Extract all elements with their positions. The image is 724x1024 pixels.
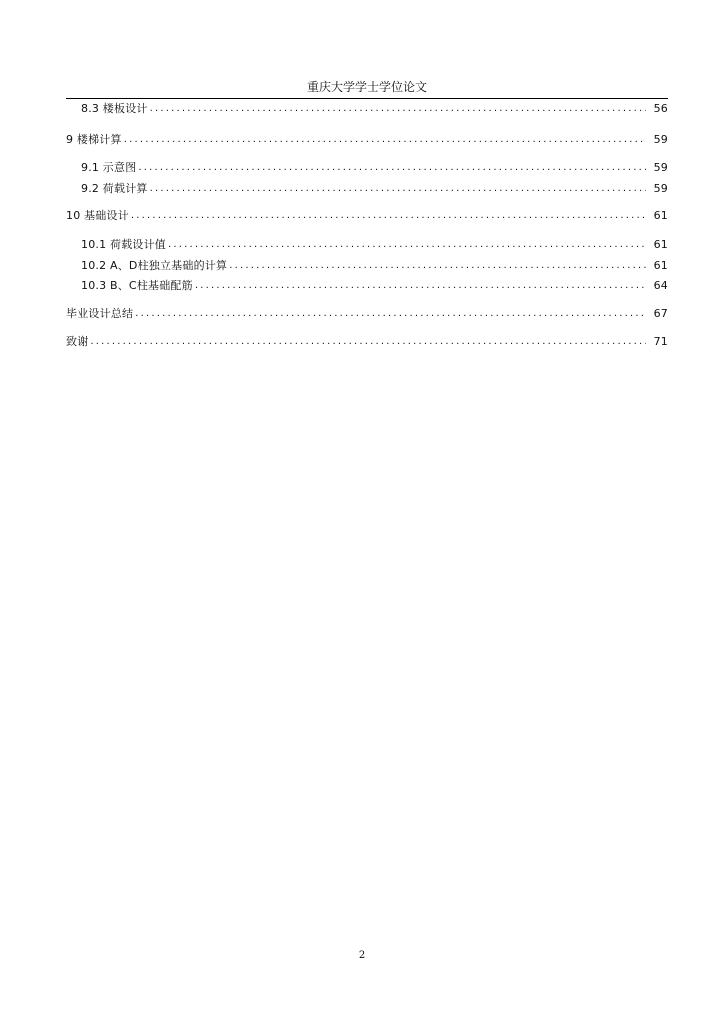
header-title: 重庆大学学士学位论文 <box>306 80 427 94</box>
toc-entry-title: 10 基础设计 <box>66 209 129 222</box>
toc-entry-title: 9.2 荷载计算 <box>81 182 148 195</box>
toc-entry-title: 9.1 示意图 <box>81 161 137 174</box>
toc-dot-leader <box>195 277 646 295</box>
toc-entry-9-1[interactable] <box>81 159 668 177</box>
toc-entry-8-3[interactable] <box>81 100 668 118</box>
toc-dot-leader <box>90 333 646 351</box>
toc-dot-leader <box>124 131 646 149</box>
toc-dot-leader <box>168 236 646 254</box>
toc-entry-10-3[interactable] <box>81 277 668 295</box>
toc-entry-page: 59 <box>653 161 668 174</box>
toc-entry-9-2[interactable] <box>81 180 668 198</box>
toc-entry-title: 毕业设计总结 <box>66 307 134 320</box>
toc-entry-acknowledgements[interactable] <box>66 333 668 351</box>
toc-entry-title: 10.1 荷载设计值 <box>81 238 166 251</box>
toc-entry-page: 71 <box>653 335 668 348</box>
toc-entry-9[interactable] <box>66 131 668 149</box>
toc-entry-page: 67 <box>653 307 668 320</box>
toc-entry-10[interactable] <box>66 207 668 225</box>
toc-entry-page: 59 <box>653 133 668 146</box>
running-header <box>66 78 668 99</box>
toc-entry-title: 致谢 <box>66 335 89 348</box>
toc-dot-leader <box>131 207 646 225</box>
toc-entry-page: 56 <box>653 102 668 115</box>
toc-entry-title: 10.3 B、C柱基础配筋 <box>81 279 193 292</box>
toc-entry-page: 61 <box>653 209 668 222</box>
toc-entry-page: 59 <box>653 182 668 195</box>
toc-entry-summary[interactable] <box>66 305 668 323</box>
toc-dot-leader <box>138 159 646 177</box>
toc-entry-title: 10.2 A、D柱独立基础的计算 <box>81 259 228 272</box>
toc-entry-page: 64 <box>653 279 668 292</box>
toc-dot-leader <box>135 305 646 323</box>
toc-entry-10-2[interactable] <box>81 257 668 275</box>
toc-entry-page: 61 <box>653 259 668 272</box>
page-number: 2 <box>358 950 366 961</box>
toc-entry-title: 8.3 楼板设计 <box>81 102 148 115</box>
toc-entry-10-1[interactable] <box>81 236 668 254</box>
toc-entry-title: 9 楼梯计算 <box>66 133 122 146</box>
toc-dot-leader <box>150 180 646 198</box>
toc-dot-leader <box>229 257 646 275</box>
toc-dot-leader <box>150 100 646 118</box>
toc-entry-page: 61 <box>653 238 668 251</box>
